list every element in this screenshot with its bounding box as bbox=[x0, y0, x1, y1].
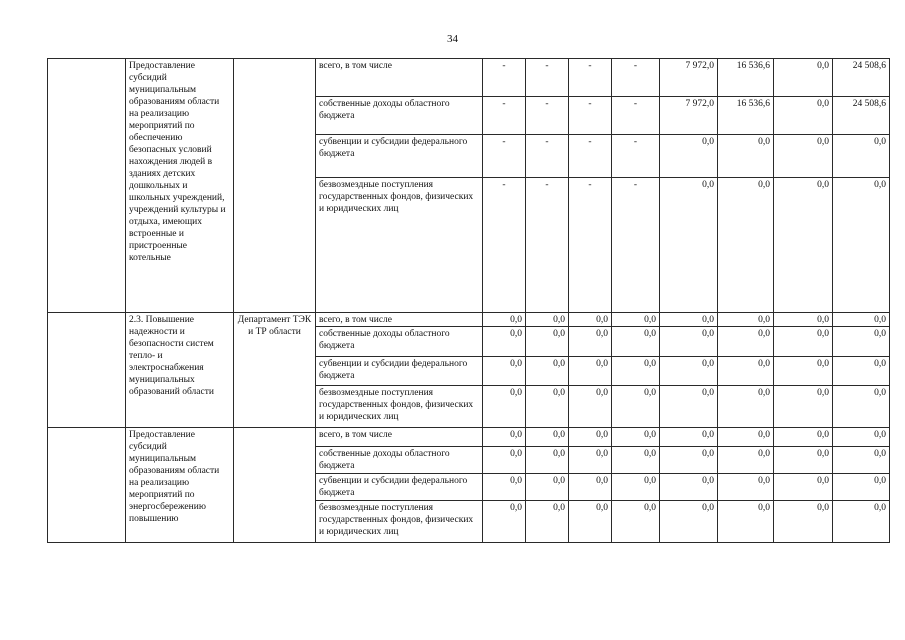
source-cell: всего, в том числе bbox=[316, 428, 483, 447]
value-cell: 0,0 bbox=[774, 313, 833, 327]
value-cell: 0,0 bbox=[833, 357, 890, 386]
value-cell: 0,0 bbox=[718, 313, 774, 327]
value-cell: 0,0 bbox=[483, 474, 526, 501]
value-cell: 0,0 bbox=[526, 447, 569, 474]
value-cell: 0,0 bbox=[612, 474, 660, 501]
source-cell: всего, в том числе bbox=[316, 59, 483, 97]
value-cell: 0,0 bbox=[660, 386, 718, 428]
value-cell: 0,0 bbox=[612, 357, 660, 386]
value-cell: 0,0 bbox=[774, 135, 833, 178]
value-cell: 0,0 bbox=[660, 135, 718, 178]
value-cell: 0,0 bbox=[774, 357, 833, 386]
value-cell: 0,0 bbox=[483, 447, 526, 474]
value-cell: 0,0 bbox=[660, 327, 718, 357]
value-cell: 0,0 bbox=[774, 327, 833, 357]
value-cell: - bbox=[612, 135, 660, 178]
value-cell: - bbox=[483, 135, 526, 178]
value-cell: 0,0 bbox=[718, 357, 774, 386]
value-cell: - bbox=[483, 178, 526, 313]
value-cell: 0,0 bbox=[526, 501, 569, 543]
value-cell: 0,0 bbox=[833, 428, 890, 447]
value-cell: 0,0 bbox=[774, 474, 833, 501]
value-cell: - bbox=[569, 178, 612, 313]
value-cell: - bbox=[569, 135, 612, 178]
executor-cell bbox=[234, 59, 316, 313]
value-cell: 0,0 bbox=[612, 428, 660, 447]
measure-cell: Предоставление субсидий муниципальным образованиям области на реализацию мероприятий по энергосбережению повышению bbox=[126, 428, 234, 543]
value-cell: 0,0 bbox=[833, 178, 890, 313]
value-cell: 0,0 bbox=[612, 386, 660, 428]
value-cell: 0,0 bbox=[569, 386, 612, 428]
value-cell: 0,0 bbox=[833, 447, 890, 474]
value-cell: 0,0 bbox=[569, 313, 612, 327]
value-cell: 0,0 bbox=[718, 327, 774, 357]
value-cell: 0,0 bbox=[483, 327, 526, 357]
value-cell: 0,0 bbox=[569, 474, 612, 501]
value-cell: 0,0 bbox=[483, 428, 526, 447]
value-cell: 0,0 bbox=[612, 327, 660, 357]
source-cell: субвенции и субсидии федерального бюджета bbox=[316, 357, 483, 386]
budget-table bbox=[47, 58, 890, 543]
source-cell: безвозмездные поступления государственных фондов, физических и юридических лиц bbox=[316, 501, 483, 543]
value-cell: 0,0 bbox=[526, 327, 569, 357]
value-cell: - bbox=[612, 178, 660, 313]
value-cell: 0,0 bbox=[774, 386, 833, 428]
value-cell: 0,0 bbox=[718, 501, 774, 543]
value-cell: 0,0 bbox=[718, 428, 774, 447]
value-cell: 0,0 bbox=[833, 501, 890, 543]
page-number: 34 bbox=[447, 33, 458, 45]
source-cell: безвозмездные поступления государственных фондов, физических и юридических лиц bbox=[316, 386, 483, 428]
value-cell: 0,0 bbox=[718, 474, 774, 501]
measure-cell: 2.3. Повышение надежности и безопасности систем тепло- и электроснабжения муниципальных образований области bbox=[126, 313, 234, 428]
value-cell: 0,0 bbox=[526, 313, 569, 327]
value-cell: 0,0 bbox=[526, 386, 569, 428]
value-cell: 0,0 bbox=[833, 135, 890, 178]
value-cell: - bbox=[612, 59, 660, 97]
table-row bbox=[48, 428, 890, 447]
value-cell: 0,0 bbox=[569, 327, 612, 357]
value-cell: - bbox=[483, 97, 526, 135]
source-cell: собственные доходы областного бюджета bbox=[316, 327, 483, 357]
source-cell: собственные доходы областного бюджета bbox=[316, 447, 483, 474]
value-cell: 0,0 bbox=[660, 178, 718, 313]
value-cell: 0,0 bbox=[833, 474, 890, 501]
value-cell: - bbox=[569, 97, 612, 135]
row-number-cell bbox=[48, 313, 126, 428]
value-cell: 0,0 bbox=[774, 447, 833, 474]
value-cell: 7 972,0 bbox=[660, 97, 718, 135]
value-cell: 0,0 bbox=[718, 178, 774, 313]
value-cell: 7 972,0 bbox=[660, 59, 718, 97]
value-cell: 24 508,6 bbox=[833, 97, 890, 135]
value-cell: 0,0 bbox=[483, 313, 526, 327]
value-cell: 16 536,6 bbox=[718, 97, 774, 135]
source-cell: субвенции и субсидии федерального бюджета bbox=[316, 474, 483, 501]
value-cell: 0,0 bbox=[774, 501, 833, 543]
value-cell: 0,0 bbox=[612, 501, 660, 543]
value-cell: 0,0 bbox=[612, 313, 660, 327]
row-number-cell bbox=[48, 59, 126, 313]
executor-cell bbox=[234, 428, 316, 543]
value-cell: 0,0 bbox=[569, 501, 612, 543]
value-cell: 0,0 bbox=[569, 447, 612, 474]
value-cell: - bbox=[526, 59, 569, 97]
value-cell: - bbox=[483, 59, 526, 97]
value-cell: 0,0 bbox=[660, 357, 718, 386]
value-cell: 0,0 bbox=[526, 428, 569, 447]
value-cell: 0,0 bbox=[483, 357, 526, 386]
value-cell: 0,0 bbox=[660, 501, 718, 543]
value-cell: 0,0 bbox=[660, 313, 718, 327]
value-cell: 0,0 bbox=[833, 386, 890, 428]
value-cell: 0,0 bbox=[483, 501, 526, 543]
source-cell: собственные доходы областного бюджета bbox=[316, 97, 483, 135]
value-cell: - bbox=[569, 59, 612, 97]
source-cell: безвозмездные поступления государственных фондов, физических и юридических лиц bbox=[316, 178, 483, 313]
value-cell: 0,0 bbox=[774, 428, 833, 447]
measure-cell: Предоставление субсидий муниципальным образованиям области на реализацию мероприятий по обеспечению безопасных условий нахождения людей в зданиях детских дошкольных и школьных учреждений, учреждений культуры и отдыха, имеющих встроенные и пристроенные котельные bbox=[126, 59, 234, 313]
value-cell: - bbox=[526, 178, 569, 313]
table-row bbox=[48, 59, 890, 97]
value-cell: - bbox=[526, 97, 569, 135]
value-cell: 0,0 bbox=[612, 447, 660, 474]
value-cell: 0,0 bbox=[660, 474, 718, 501]
value-cell: 0,0 bbox=[774, 59, 833, 97]
value-cell: 24 508,6 bbox=[833, 59, 890, 97]
table-row bbox=[48, 313, 890, 327]
value-cell: 0,0 bbox=[569, 428, 612, 447]
source-cell: всего, в том числе bbox=[316, 313, 483, 327]
value-cell: 0,0 bbox=[526, 474, 569, 501]
value-cell: 0,0 bbox=[833, 327, 890, 357]
value-cell: 16 536,6 bbox=[718, 59, 774, 97]
value-cell: 0,0 bbox=[526, 357, 569, 386]
value-cell: 0,0 bbox=[483, 386, 526, 428]
value-cell: - bbox=[526, 135, 569, 178]
value-cell: 0,0 bbox=[833, 313, 890, 327]
value-cell: 0,0 bbox=[569, 357, 612, 386]
value-cell: 0,0 bbox=[718, 135, 774, 178]
value-cell: 0,0 bbox=[718, 447, 774, 474]
value-cell: 0,0 bbox=[774, 178, 833, 313]
value-cell: 0,0 bbox=[660, 447, 718, 474]
source-cell: субвенции и субсидии федерального бюджета bbox=[316, 135, 483, 178]
value-cell: 0,0 bbox=[660, 428, 718, 447]
value-cell: - bbox=[612, 97, 660, 135]
value-cell: 0,0 bbox=[718, 386, 774, 428]
executor-cell: Департамент ТЭК и ТР области bbox=[234, 313, 316, 428]
value-cell: 0,0 bbox=[774, 97, 833, 135]
row-number-cell bbox=[48, 428, 126, 543]
